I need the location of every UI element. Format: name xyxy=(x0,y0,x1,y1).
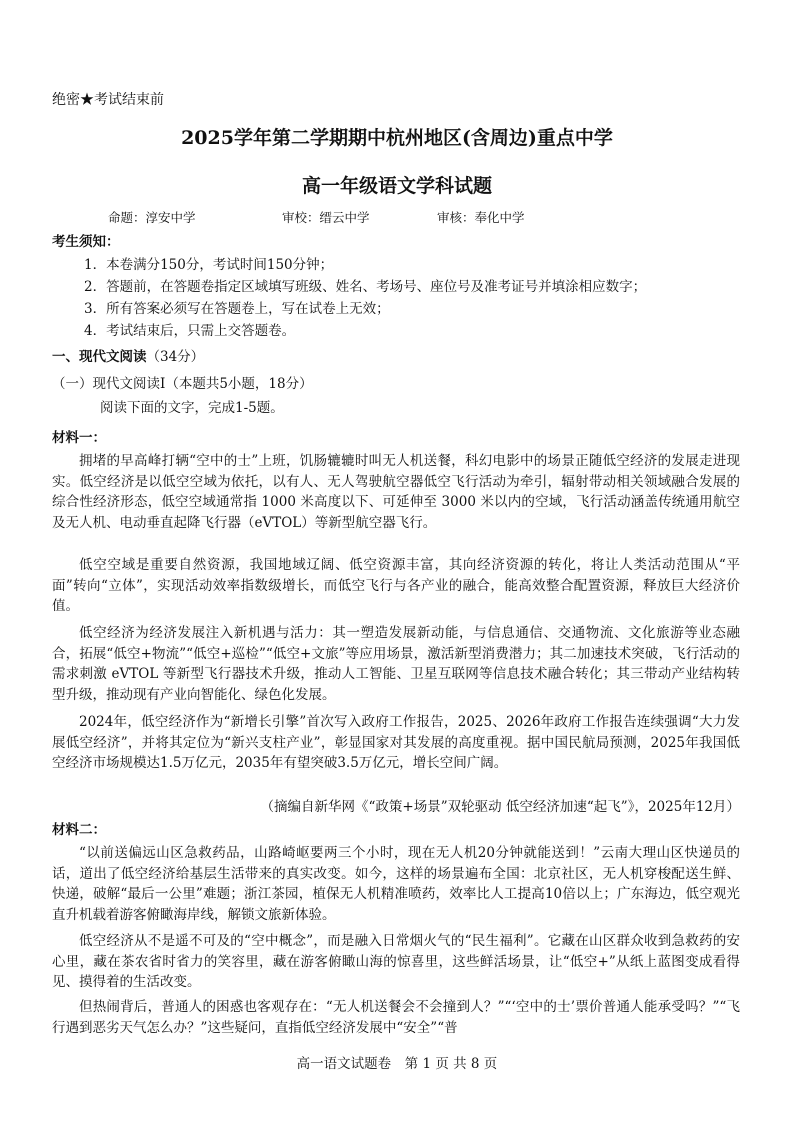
material-label: 材料二： xyxy=(52,822,106,838)
notice-heading: 考生须知： xyxy=(52,234,120,250)
notice-item: 1．本卷满分150分，考试时间150分钟； xyxy=(84,257,334,273)
credit-reviewer: 审校：缙云中学 xyxy=(282,210,370,225)
section-title: 一、现代文阅读 xyxy=(52,349,147,365)
material1-source: （摘编自新华网《“政策+场景”双轮驱动 低空经济加速“起飞”》，2025年12月） xyxy=(260,799,740,815)
material2-paragraph: 但热闹背后，普通人的困惑也客观存在：“无人机送餐会不会撞到人？”“‘空中的士’票价普通人能承受吗？”“飞行遇到恶劣天气怎么办？”这些疑问，直指低空经济发展中“安全”“普 xyxy=(52,999,740,1036)
material1-paragraph: 低空空域是重要自然资源，我国地域辽阔、低空资源丰富，其向经济资源的转化，将让人类活动范围从“平面”转向“立体”，实现活动效率指数级增长，而低空飞行与各产业的融合，能高效整合配置资源，释放巨大经济价值。 xyxy=(52,557,740,614)
reading-instruction: 阅读下面的文字，完成1-5题。 xyxy=(100,400,284,416)
page-footer: 高一语文试题卷 第 1 页 共 8 页 xyxy=(296,1056,498,1072)
notice-item: 2．答题前，在答题卷指定区域填写班级、姓名、考场号、座位号及准考证号并填涂相应数字； xyxy=(84,279,647,295)
credit-checker: 审核：奉化中学 xyxy=(437,210,525,225)
section-heading xyxy=(52,347,204,367)
subsection-title: （一）现代文阅读Ⅰ（本题共5小题，18分） xyxy=(52,376,313,392)
notice-item: 4．考试结束后，只需上交答题卷。 xyxy=(84,323,296,339)
secret-mark: 绝密★考试结束前 xyxy=(52,92,164,108)
material2-paragraph: 低空经济从不是遥不可及的“空中概念”，而是融入日常烟火气的“民生福利”。它藏在山区群众收到急救药的安心里，藏在茶农省时省力的笑容里，藏在游客俯瞰山海的惊喜里，这些鲜活场景，让“低空+”从纸上蓝图变成看得见、摸得着的生活改变。 xyxy=(52,933,740,990)
material-label: 材料一： xyxy=(52,430,106,446)
material1-paragraph: 低空经济为经济发展注入新机遇与活力：其一塑造发展新动能，与信息通信、交通物流、文化旅游等业态融合，拓展“低空+物流”“低空+巡检”“低空+文旅”等应用场景，激活新型消费潜力；其二加速技术突破，飞行活动的需求刺激 eVTOL 等新型飞行器技术升级，推动人工智能、卫星互联网等信息技术融合转化；其三带动产业结构转型升级，推动现有产业向智能化、绿色化发展。 xyxy=(52,625,740,703)
credit-author: 命题：淳安中学 xyxy=(108,210,196,225)
material1-paragraph: 2024年，低空经济作为“新增长引擎”首次写入政府工作报告，2025、2026年政府工作报告连续强调“大力发展低空经济”，并将其定位为“新兴支柱产业”，彰显国家对其发展的高度重视。据中国民航局预测，2025年我国低空经济市场规模达1.5万亿元，2035年有望突破3.5万亿元，增长空间广阔。 xyxy=(52,714,740,771)
material1-paragraph: 拥堵的早高峰打辆“空中的士”上班，饥肠辘辘时叫无人机送餐，科幻电影中的场景正随低空经济的发展走进现实。低空经济是以低空空域为依托，以有人、无人驾驶航空器低空飞行活动为牵引，辐射带动相关领域融合发展的综合性经济形态，低空空域通常指 1000 米高度以下、可延伸至 3000 米以内的空域，飞行活动涵盖传统通用航空及无人机、电动垂直起降飞行器（eVTOL）等新型航空器飞行。 xyxy=(52,453,740,531)
exam-subtitle: 高一年级语文学科试题 xyxy=(301,175,492,197)
section-score: （34分） xyxy=(146,349,205,365)
material2-paragraph: “以前送偏远山区急救药品，山路崎岖要两三个小时，现在无人机20分钟就能送到！”云南大理山区快递员的话，道出了低空经济给基层生活带来的真实改变。如今，这样的场景遍布全国：北京社区，无人机穿梭配送生鲜、快递，破解“最后一公里”难题；浙江茶园，植保无人机精准喷药，效率比人工提高10倍以上；广东海边，低空观光直升机载着游客俯瞰海岸线，解锁文旅新体验。 xyxy=(52,845,740,923)
exam-title: 2025学年第二学期期中杭州地区(含周边)重点中学 xyxy=(181,127,613,149)
notice-item: 3．所有答案必须写在答题卷上，写在试卷上无效； xyxy=(84,301,390,317)
